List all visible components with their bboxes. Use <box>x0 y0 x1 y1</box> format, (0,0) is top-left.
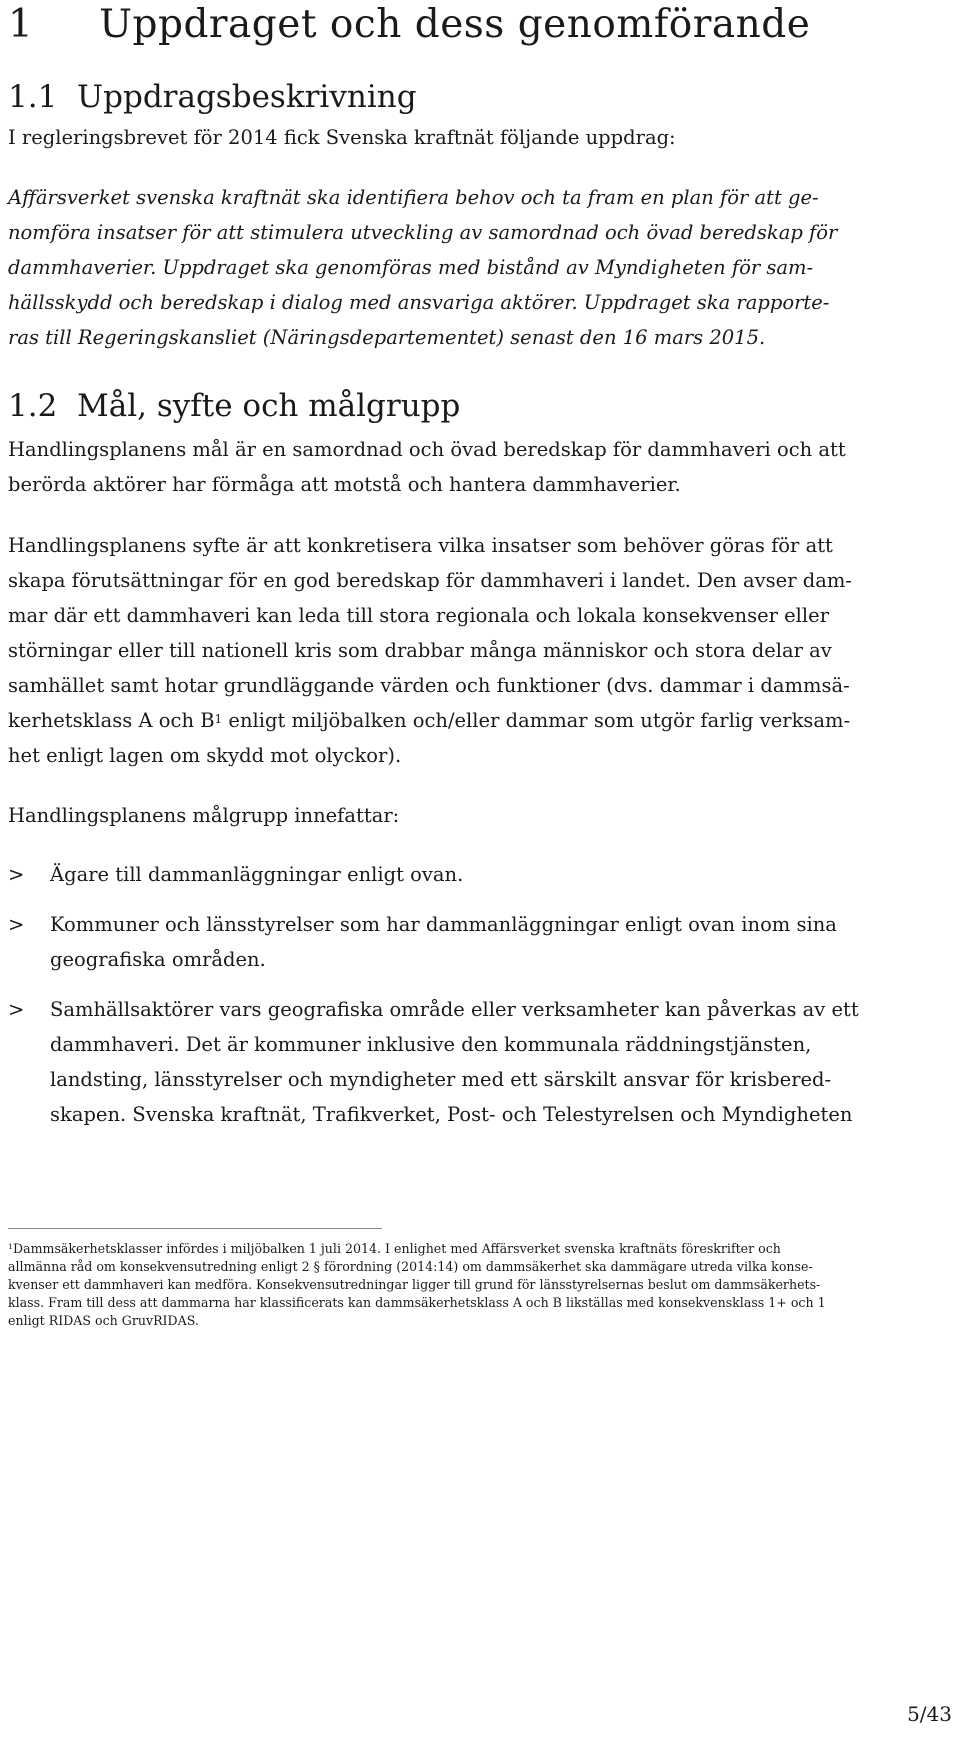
page-number: 5/43 <box>907 1702 952 1726</box>
quote-line: ras till Regeringskansliet (Näringsdepartementet) senast den 16 mars 2015. <box>8 326 766 349</box>
footnote-reference[interactable]: 1 <box>214 712 223 726</box>
bullet-line: Kommuner och länsstyrelser som har dammanläggningar enligt ovan inom sina <box>50 913 837 936</box>
section-1-1-intro: I regleringsbrevet för 2014 fick Svenska kraftnät följande uppdrag: <box>8 126 676 149</box>
footnote-line <box>8 1240 781 1258</box>
section-heading-1-2: 1.2 Mål, syfte och målgrupp <box>8 388 461 424</box>
footnote-marker: 1 <box>8 1242 13 1251</box>
footnote-line: allmänna råd om konsekvensutredning enligt 2 § förordning (2014:14) om dammsäkerhet ska dammägare utreda vilka konse- <box>8 1259 813 1274</box>
bullet-line: landsting, länsstyrelser och myndigheter med ett särskilt ansvar för krisbered- <box>50 1068 832 1091</box>
goal-line: berörda aktörer har förmåga att motstå och hantera dammhaverier. <box>8 473 681 496</box>
purpose-line: mar där ett dammhaveri kan leda till stora regionala och lokala konsekvenser eller <box>8 604 830 627</box>
footnote-divider <box>8 1228 382 1229</box>
purpose-line-text: kerhetsklass A och B <box>8 709 215 732</box>
bullet-marker: > <box>8 863 25 886</box>
bullet-marker: > <box>8 998 25 1021</box>
bullet-line: geografiska områden. <box>50 948 266 971</box>
footnote-text: Dammsäkerhetsklasser infördes i miljöbalken 1 juli 2014. I enlighet med Affärsverket svenska kraftnäts föreskrifter och <box>12 1241 781 1256</box>
bullet-line: dammhaveri. Det är kommuner inklusive den kommunala räddningstjänsten, <box>50 1033 812 1056</box>
bullet-line: Ägare till dammanläggningar enligt ovan. <box>50 863 464 886</box>
purpose-line <box>8 703 850 739</box>
purpose-line: störningar eller till nationell kris som drabbar många människor och stora delar av <box>8 639 832 662</box>
footnote-line: enligt RIDAS och GruvRIDAS. <box>8 1313 199 1328</box>
chapter-heading <box>8 2 810 48</box>
purpose-line: Handlingsplanens syfte är att konkretisera vilka insatser som behöver göras för att <box>8 534 833 557</box>
chapter-number: 1 <box>8 2 34 47</box>
quote-line: hällsskydd och beredskap i dialog med ansvariga aktörer. Uppdraget ska rapporte- <box>8 291 830 314</box>
bullet-marker: > <box>8 913 25 936</box>
bullet-line: Samhällsaktörer vars geografiska område eller verksamheter kan påverkas av ett <box>50 998 859 1021</box>
target-group-intro: Handlingsplanens målgrupp innefattar: <box>8 804 400 827</box>
footnote-line: klass. Fram till dess att dammarna har klassificerats kan dammsäkerhetsklass A och B likställas med konsekvensklass 1+ och 1 <box>8 1295 826 1310</box>
goal-line: Handlingsplanens mål är en samordnad och övad beredskap för dammhaveri och att <box>8 438 846 461</box>
purpose-line: het enligt lagen om skydd mot olyckor). <box>8 744 402 767</box>
footnote-line: kvenser ett dammhaveri kan medföra. Konsekvensutredningar ligger till grund för länsstyrelsernas beslut om dammsäkerhets- <box>8 1277 821 1292</box>
quote-line: dammhaverier. Uppdraget ska genomföras med bistånd av Myndigheten för sam- <box>8 256 814 279</box>
purpose-line-text: enligt miljöbalken och/eller dammar som utgör farlig verksam- <box>222 709 851 732</box>
purpose-line: samhället samt hotar grundläggande värden och funktioner (dvs. dammar i dammsä- <box>8 674 850 697</box>
bullet-line: skapen. Svenska kraftnät, Trafikverket, Post- och Telestyrelsen och Myndigheten <box>50 1103 853 1126</box>
section-heading-1-1: 1.1 Uppdragsbeskrivning <box>8 79 417 115</box>
quote-line: nomföra insatser för att stimulera utveckling av samordnad och övad beredskap för <box>8 221 838 244</box>
purpose-line: skapa förutsättningar för en god beredskap för dammhaveri i landet. Den avser dam- <box>8 569 852 592</box>
quote-line: Affärsverket svenska kraftnät ska identifiera behov och ta fram en plan för att ge- <box>8 186 819 209</box>
chapter-title: Uppdraget och dess genomförande <box>99 2 811 47</box>
